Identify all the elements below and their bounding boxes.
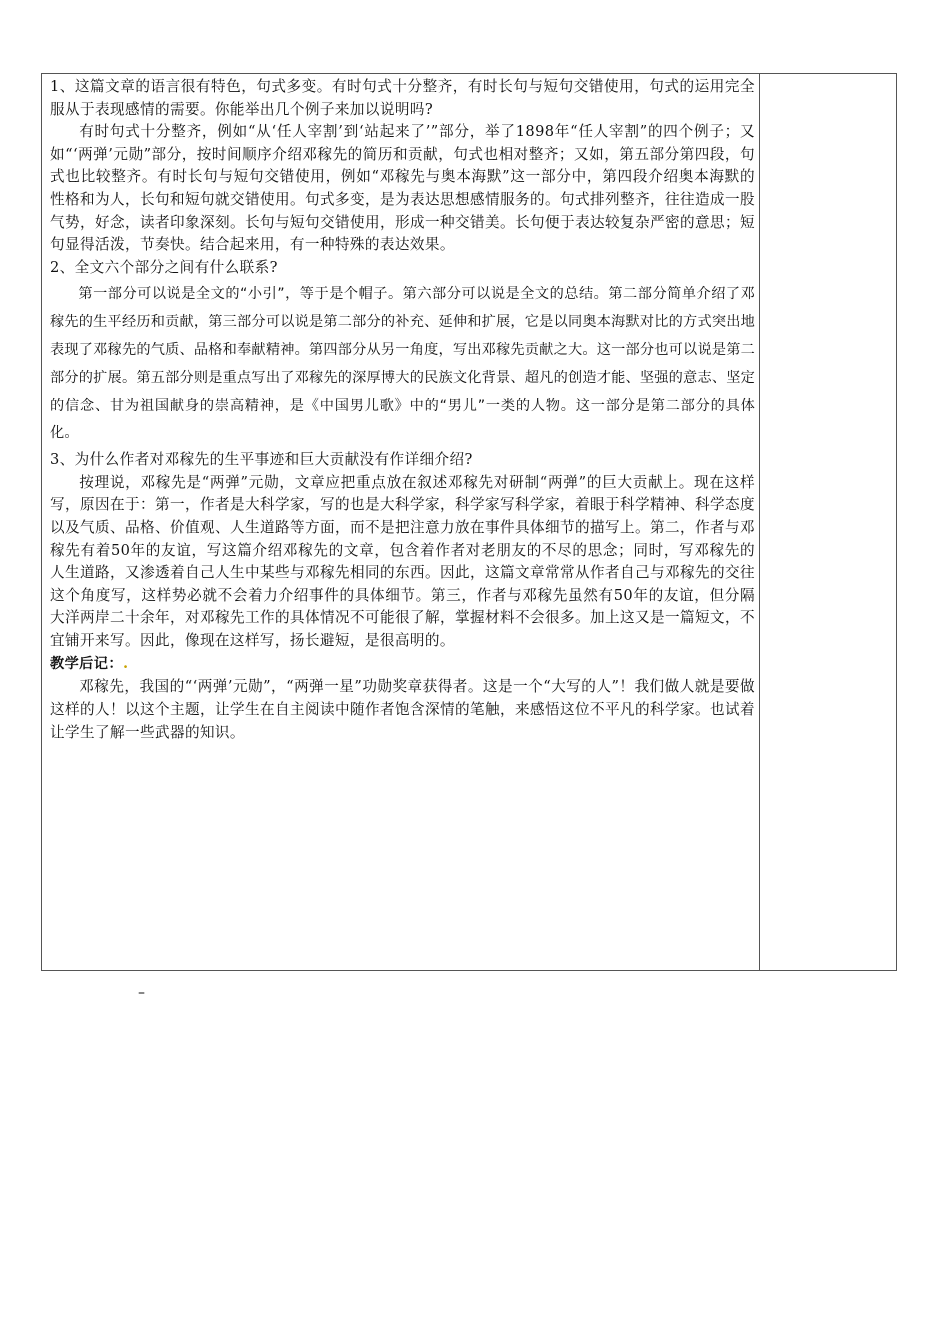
answer-3: 按理说，邓稼先是“两弹”元勋，文章应把重点放在叙述邓稼先对研制“两弹”的巨大贡献上。现在这样写，原因在于：第一，作者是大科学家，写的也是大科学家，科学家写科学家，着眼于科学精神、科学态度以及气质、品格、价值观、人生道路等方面，而不是把注意力放在事件具体细节的描写上。第二，作者与邓稼先有着50年的友谊，写这篇介绍邓稼先的文章，包含着作者对老朋友的不尽的思念；同时，写邓稼先的人生道路，又渗透着自己人生中某些与邓稼先相同的东西。因此，这篇文章常常从作者自己与邓稼先的交往这个角度写，这样势必就不会着力介绍事件的具体细节。第三，作者与邓稼先虽然有50年的友谊，但分隔大洋两岸二十余年，对邓稼先工作的具体情况不可能很了解，掌握材料不会很多。加上这又是一篇短文，不宜铺开来写。因此，像现在这样写，扬长避短，是很高明的。 xyxy=(50,473,755,649)
postscript-label: 教学后记： xyxy=(50,656,123,673)
lesson-table xyxy=(41,73,897,971)
question-3: 3、为什么作者对邓稼先的生平事迹和巨大贡献没有作详细介绍? xyxy=(50,451,473,469)
postscript-heading xyxy=(50,652,755,676)
content-cell xyxy=(42,74,760,970)
question-1: 1、这篇文章的语言很有特色，句式多变。有时句式十分整齐，有时长句与短句交错使用，句式的运用完全服从于表现感情的需要。你能举出几个例子来加以说明吗? xyxy=(50,78,755,118)
answer-2: 第一部分可以说是全文的“小引”，等于是个帽子。第六部分可以说是全文的总结。第二部分简单介绍了邓稼先的生平经历和贡献，第三部分可以说是第二部分的补充、延伸和扩展，它是以同奥本海默对比的方式突出地表现了邓稼先的气质、品格和奉献精神。第四部分从另一角度，写出邓稼先贡献之大。这一部分也可以说是第二部分的扩展。第五部分则是重点写出了邓稼先的深厚博大的民族文化背景、超凡的创造才能、坚强的意志、坚定的信念、甘为祖国献身的崇高精神，是《中国男儿歌》中的“男儿”一类的人物。这一部分是第二部分的具体化。 xyxy=(50,286,755,442)
notes-cell xyxy=(760,74,896,970)
postscript-body: 邓稼先，我国的“‘两弹’元勋”，“两弹一星”功勋奖章获得者。这是一个“大写的人”！我们做人就是要做这样的人！以这个主题，让学生在自主阅读中随作者饱含深情的笔触，来感悟这位不平凡的科学家。也试着让学生了解一些武器的知识。 xyxy=(50,678,755,741)
mark-dot: . xyxy=(122,655,129,673)
question-2: 2、全文六个部分之间有什么联系? xyxy=(50,258,278,276)
footer-mark: – xyxy=(138,985,145,1001)
answer-1: 有时句式十分整齐，例如“从‘任人宰割’到‘站起来了’”部分，举了1898年“任人宰割”的四个例子；又如“‘两弹’元勋”部分，按时间顺序介绍邓稼先的简历和贡献，句式也相对整齐；又如，第五部分第四段，句式也比较整齐。有时长句与短句交错使用，例如“邓稼先与奥本海默”这一部分中，第四段介绍奥本海默的性格和为人，长句和短句就交错使用。句式多变，是为表达思想感情服务的。句式排列整齐，往往造成一股气势，好念，读者印象深刻。长句与短句交错使用，形成一种交错美。长句便于表达较复杂严密的意思；短句显得活泼，节奏快。结合起来用，有一种特殊的表达效果。 xyxy=(50,123,755,254)
